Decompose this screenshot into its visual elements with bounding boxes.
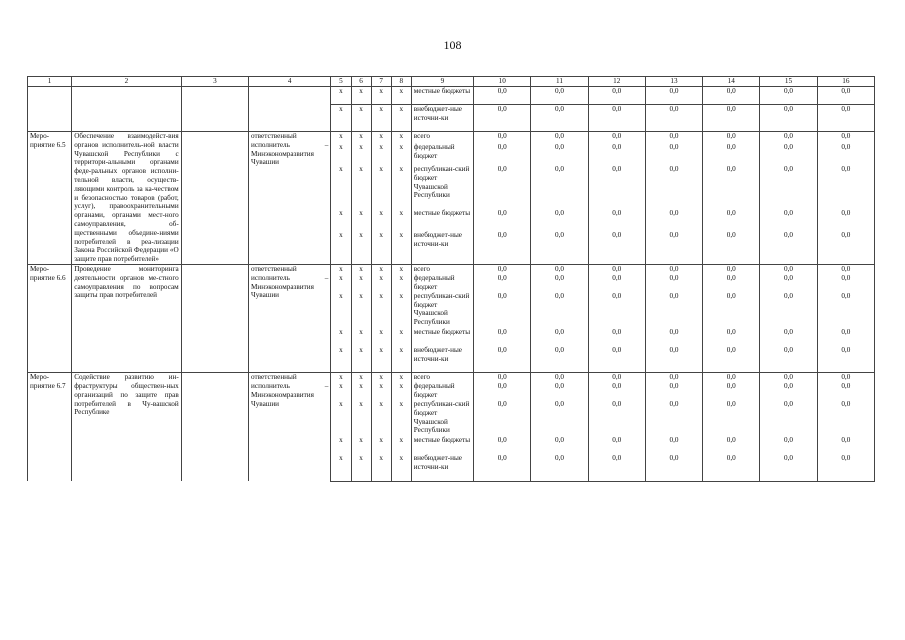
value-cell: 0,0 xyxy=(531,328,588,346)
header-cell: 6 xyxy=(351,77,371,87)
value-cell: 0,0 xyxy=(588,105,645,132)
value-cell: 0,0 xyxy=(588,165,645,209)
page-number: 108 xyxy=(443,38,462,52)
source-cell: местные бюджеты xyxy=(411,436,473,454)
value-cell: 0,0 xyxy=(760,292,817,328)
value-cell: 0,0 xyxy=(817,373,874,382)
value-cell: 0,0 xyxy=(703,454,760,481)
code-cell: x xyxy=(391,87,411,105)
continuation-empty-cell xyxy=(72,87,182,132)
source-cell: внебюджет-ные источни-ки xyxy=(411,346,473,373)
value-cell: 0,0 xyxy=(531,143,588,165)
code-cell: x xyxy=(371,132,391,143)
value-cell: 0,0 xyxy=(645,274,702,292)
value-cell: 0,0 xyxy=(645,87,702,105)
header-row xyxy=(28,77,875,87)
code-cell: x xyxy=(331,132,351,143)
value-cell: 0,0 xyxy=(817,436,874,454)
value-cell: 0,0 xyxy=(474,400,531,436)
value-cell: 0,0 xyxy=(645,209,702,231)
value-cell: 0,0 xyxy=(531,346,588,373)
code-cell: x xyxy=(371,105,391,132)
code-cell: x xyxy=(351,382,371,400)
measure-label: Меро-приятие 6.5 xyxy=(28,132,72,265)
code-cell: x xyxy=(371,382,391,400)
value-cell: 0,0 xyxy=(531,373,588,382)
value-cell: 0,0 xyxy=(474,292,531,328)
value-cell: 0,0 xyxy=(817,292,874,328)
value-cell: 0,0 xyxy=(703,231,760,264)
code-cell: x xyxy=(351,328,371,346)
code-cell: x xyxy=(331,454,351,481)
value-cell: 0,0 xyxy=(531,231,588,264)
code-cell: x xyxy=(331,346,351,373)
value-cell: 0,0 xyxy=(474,346,531,373)
source-cell: федеральный бюджет xyxy=(411,143,473,165)
value-cell: 0,0 xyxy=(588,346,645,373)
value-cell: 0,0 xyxy=(817,346,874,373)
header-cell: 2 xyxy=(72,77,182,87)
source-cell: местные бюджеты xyxy=(411,328,473,346)
header-cell: 11 xyxy=(531,77,588,87)
value-cell: 0,0 xyxy=(474,373,531,382)
code-cell: x xyxy=(371,292,391,328)
code-cell: x xyxy=(391,292,411,328)
code-cell: x xyxy=(391,274,411,292)
header-cell: 12 xyxy=(588,77,645,87)
code-cell: x xyxy=(351,274,371,292)
code-cell: x xyxy=(371,264,391,273)
value-cell: 0,0 xyxy=(817,400,874,436)
code-cell: x xyxy=(371,165,391,209)
code-cell: x xyxy=(351,346,371,373)
code-cell: x xyxy=(331,143,351,165)
continuation-row xyxy=(28,87,875,105)
value-cell: 0,0 xyxy=(645,382,702,400)
value-cell: 0,0 xyxy=(531,292,588,328)
value-cell: 0,0 xyxy=(760,165,817,209)
code-cell: x xyxy=(351,105,371,132)
value-cell: 0,0 xyxy=(531,209,588,231)
code-cell: x xyxy=(331,87,351,105)
value-cell: 0,0 xyxy=(531,87,588,105)
value-cell: 0,0 xyxy=(474,454,531,481)
code-cell: x xyxy=(371,274,391,292)
measure-label: Меро-приятие 6.6 xyxy=(28,264,72,372)
source-cell: республикан-ский бюджет Чувашской Республики xyxy=(411,400,473,436)
measure-empty-cell xyxy=(181,373,248,481)
value-cell: 0,0 xyxy=(703,346,760,373)
measure-executor: ответственный исполнитель – Минэкономразвития Чувашии xyxy=(249,264,331,372)
value-cell: 0,0 xyxy=(474,209,531,231)
source-cell: внебюджет-ные источни-ки xyxy=(411,454,473,481)
value-cell: 0,0 xyxy=(817,143,874,165)
value-cell: 0,0 xyxy=(531,400,588,436)
header-cell: 15 xyxy=(760,77,817,87)
value-cell: 0,0 xyxy=(588,132,645,143)
value-cell: 0,0 xyxy=(588,87,645,105)
value-cell: 0,0 xyxy=(703,143,760,165)
value-cell: 0,0 xyxy=(760,436,817,454)
measure-title: Обеспечение взаимодейст-вия органов исполнитель-ной власти Чувашской Республики с территори-альными органами феде-ральных органов исполни-тельной власти, осуществ-ляющими контроль за ка-чеством и безопасностью товаров (работ, услуг), правоохранительными органами, органами мест-ного самоуправления, об-щественными объедине-ниями потребителей в реа-лизации Закона Российской Федерации «О защите прав потребителей» xyxy=(72,132,182,265)
value-cell: 0,0 xyxy=(817,165,874,209)
value-cell: 0,0 xyxy=(645,143,702,165)
code-cell: x xyxy=(371,436,391,454)
value-cell: 0,0 xyxy=(703,264,760,273)
value-cell: 0,0 xyxy=(703,274,760,292)
header-cell: 10 xyxy=(474,77,531,87)
code-cell: x xyxy=(391,373,411,382)
header-cell: 7 xyxy=(371,77,391,87)
value-cell: 0,0 xyxy=(645,328,702,346)
code-cell: x xyxy=(371,400,391,436)
source-cell: местные бюджеты xyxy=(411,87,473,105)
value-cell: 0,0 xyxy=(588,328,645,346)
code-cell: x xyxy=(391,264,411,273)
value-cell: 0,0 xyxy=(645,105,702,132)
value-cell: 0,0 xyxy=(588,264,645,273)
value-cell: 0,0 xyxy=(703,328,760,346)
value-cell: 0,0 xyxy=(760,231,817,264)
code-cell: x xyxy=(371,346,391,373)
continuation-empty-cell xyxy=(249,87,331,132)
code-cell: x xyxy=(351,373,371,382)
code-cell: x xyxy=(391,436,411,454)
code-cell: x xyxy=(391,400,411,436)
code-cell: x xyxy=(331,436,351,454)
code-cell: x xyxy=(331,328,351,346)
code-cell: x xyxy=(351,132,371,143)
value-cell: 0,0 xyxy=(588,373,645,382)
value-cell: 0,0 xyxy=(588,231,645,264)
value-cell: 0,0 xyxy=(760,328,817,346)
code-cell: x xyxy=(351,292,371,328)
value-cell: 0,0 xyxy=(703,292,760,328)
value-cell: 0,0 xyxy=(817,328,874,346)
value-cell: 0,0 xyxy=(645,346,702,373)
value-cell: 0,0 xyxy=(645,292,702,328)
source-cell: внебюджет-ные источни-ки xyxy=(411,105,473,132)
header-cell: 4 xyxy=(249,77,331,87)
header-cell: 13 xyxy=(645,77,702,87)
code-cell: x xyxy=(351,209,371,231)
code-cell: x xyxy=(331,165,351,209)
measure-label: Меро-приятие 6.7 xyxy=(28,373,72,481)
code-cell: x xyxy=(351,231,371,264)
value-cell: 0,0 xyxy=(531,132,588,143)
value-cell: 0,0 xyxy=(817,382,874,400)
value-cell: 0,0 xyxy=(703,165,760,209)
value-cell: 0,0 xyxy=(760,346,817,373)
value-cell: 0,0 xyxy=(703,209,760,231)
value-cell: 0,0 xyxy=(474,87,531,105)
source-cell: всего xyxy=(411,264,473,273)
code-cell: x xyxy=(351,400,371,436)
value-cell: 0,0 xyxy=(645,165,702,209)
value-cell: 0,0 xyxy=(703,436,760,454)
code-cell: x xyxy=(391,132,411,143)
code-cell: x xyxy=(371,209,391,231)
value-cell: 0,0 xyxy=(760,143,817,165)
code-cell: x xyxy=(331,292,351,328)
code-cell: x xyxy=(331,400,351,436)
code-cell: x xyxy=(331,231,351,264)
value-cell: 0,0 xyxy=(474,328,531,346)
code-cell: x xyxy=(331,382,351,400)
value-cell: 0,0 xyxy=(760,382,817,400)
code-cell: x xyxy=(331,274,351,292)
code-cell: x xyxy=(371,143,391,165)
value-cell: 0,0 xyxy=(703,132,760,143)
measure-executor: ответственный исполнитель – Минэкономразвития Чувашии xyxy=(249,132,331,265)
code-cell: x xyxy=(331,264,351,273)
code-cell: x xyxy=(391,209,411,231)
value-cell: 0,0 xyxy=(531,264,588,273)
value-cell: 0,0 xyxy=(645,400,702,436)
source-cell: республикан-ский бюджет Чувашской Республики xyxy=(411,165,473,209)
value-cell: 0,0 xyxy=(817,231,874,264)
source-cell: республикан-ский бюджет Чувашской Республики xyxy=(411,292,473,328)
measure-executor: ответственный исполнитель – Минэкономразвития Чувашии xyxy=(249,373,331,481)
continuation-empty-cell xyxy=(28,87,72,132)
value-cell: 0,0 xyxy=(817,264,874,273)
header-cell: 8 xyxy=(391,77,411,87)
source-cell: федеральный бюджет xyxy=(411,382,473,400)
value-cell: 0,0 xyxy=(531,454,588,481)
value-cell: 0,0 xyxy=(760,373,817,382)
code-cell: x xyxy=(331,105,351,132)
measure-row xyxy=(28,132,875,143)
value-cell: 0,0 xyxy=(531,436,588,454)
code-cell: x xyxy=(391,231,411,264)
code-cell: x xyxy=(371,231,391,264)
value-cell: 0,0 xyxy=(645,436,702,454)
code-cell: x xyxy=(391,143,411,165)
code-cell: x xyxy=(371,87,391,105)
value-cell: 0,0 xyxy=(588,143,645,165)
source-cell: всего xyxy=(411,373,473,382)
code-cell: x xyxy=(371,328,391,346)
source-cell: местные бюджеты xyxy=(411,209,473,231)
value-cell: 0,0 xyxy=(817,87,874,105)
value-cell: 0,0 xyxy=(817,105,874,132)
code-cell: x xyxy=(371,373,391,382)
code-cell: x xyxy=(371,454,391,481)
code-cell: x xyxy=(351,165,371,209)
value-cell: 0,0 xyxy=(760,105,817,132)
value-cell: 0,0 xyxy=(531,105,588,132)
value-cell: 0,0 xyxy=(474,165,531,209)
source-cell: внебюджет-ные источни-ки xyxy=(411,231,473,264)
value-cell: 0,0 xyxy=(588,209,645,231)
value-cell: 0,0 xyxy=(703,87,760,105)
code-cell: x xyxy=(391,328,411,346)
source-cell: всего xyxy=(411,132,473,143)
code-cell: x xyxy=(391,382,411,400)
code-cell: x xyxy=(351,454,371,481)
header-cell: 3 xyxy=(181,77,248,87)
value-cell: 0,0 xyxy=(531,274,588,292)
budget-table xyxy=(27,76,875,482)
header-cell: 9 xyxy=(411,77,473,87)
value-cell: 0,0 xyxy=(588,454,645,481)
code-cell: x xyxy=(391,165,411,209)
code-cell: x xyxy=(391,454,411,481)
value-cell: 0,0 xyxy=(474,264,531,273)
code-cell: x xyxy=(331,373,351,382)
value-cell: 0,0 xyxy=(645,373,702,382)
value-cell: 0,0 xyxy=(588,436,645,454)
value-cell: 0,0 xyxy=(760,274,817,292)
value-cell: 0,0 xyxy=(531,382,588,400)
header-cell: 14 xyxy=(703,77,760,87)
value-cell: 0,0 xyxy=(817,274,874,292)
measure-row xyxy=(28,264,875,273)
value-cell: 0,0 xyxy=(703,400,760,436)
value-cell: 0,0 xyxy=(645,264,702,273)
value-cell: 0,0 xyxy=(588,274,645,292)
code-cell: x xyxy=(391,105,411,132)
value-cell: 0,0 xyxy=(703,382,760,400)
value-cell: 0,0 xyxy=(703,373,760,382)
code-cell: x xyxy=(351,87,371,105)
continuation-empty-cell xyxy=(181,87,248,132)
value-cell: 0,0 xyxy=(531,165,588,209)
code-cell: x xyxy=(331,209,351,231)
value-cell: 0,0 xyxy=(760,209,817,231)
measure-title: Проведение мониторинга деятельности органов ме-стного самоуправления по вопросам защиты прав потребителей xyxy=(72,264,182,372)
code-cell: x xyxy=(351,143,371,165)
code-cell: x xyxy=(391,346,411,373)
value-cell: 0,0 xyxy=(474,143,531,165)
value-cell: 0,0 xyxy=(474,274,531,292)
value-cell: 0,0 xyxy=(817,209,874,231)
value-cell: 0,0 xyxy=(760,264,817,273)
value-cell: 0,0 xyxy=(474,436,531,454)
value-cell: 0,0 xyxy=(760,87,817,105)
value-cell: 0,0 xyxy=(760,454,817,481)
value-cell: 0,0 xyxy=(474,382,531,400)
value-cell: 0,0 xyxy=(474,105,531,132)
value-cell: 0,0 xyxy=(760,400,817,436)
measure-title: Содействие развитию ин-фраструктуры обществен-ных организаций по защите прав потребителей в Чу-вашской Республике xyxy=(72,373,182,481)
header-cell: 5 xyxy=(331,77,351,87)
value-cell: 0,0 xyxy=(817,132,874,143)
value-cell: 0,0 xyxy=(588,382,645,400)
code-cell: x xyxy=(351,436,371,454)
source-cell: федеральный бюджет xyxy=(411,274,473,292)
value-cell: 0,0 xyxy=(817,454,874,481)
value-cell: 0,0 xyxy=(760,132,817,143)
value-cell: 0,0 xyxy=(588,292,645,328)
value-cell: 0,0 xyxy=(645,454,702,481)
value-cell: 0,0 xyxy=(474,231,531,264)
value-cell: 0,0 xyxy=(645,231,702,264)
header-cell: 1 xyxy=(28,77,72,87)
value-cell: 0,0 xyxy=(474,132,531,143)
value-cell: 0,0 xyxy=(703,105,760,132)
value-cell: 0,0 xyxy=(645,132,702,143)
value-cell: 0,0 xyxy=(588,400,645,436)
measure-empty-cell xyxy=(181,264,248,372)
measure-row xyxy=(28,373,875,382)
header-cell: 16 xyxy=(817,77,874,87)
measure-empty-cell xyxy=(181,132,248,265)
code-cell: x xyxy=(351,264,371,273)
